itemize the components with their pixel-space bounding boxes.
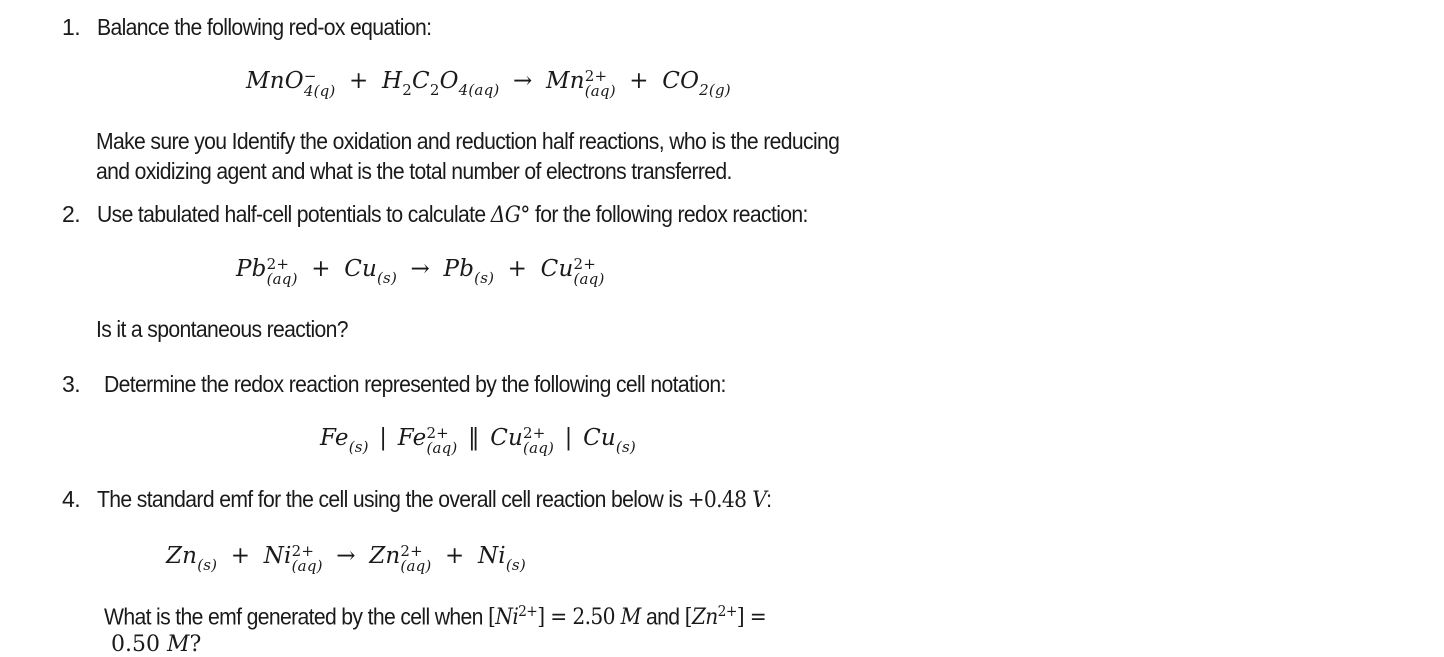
q4-equation: $Zn_{(s)} + Ni$ 2+ (aq) → Zn 2+ (aq) + $Ni_{(s)}$ [166,542,526,576]
q2-question: Is it a spontaneous reaction? [96,316,348,342]
q4-emf-value: +0.48 V [687,488,767,513]
q2-prompt: Use tabulated half-cell potentials to calculate ΔG° for the following redox reaction: [97,201,808,228]
q4-question-line2: 0.50 M? [111,632,202,657]
q3-number: 3. [62,371,80,397]
q4-number: 4. [62,486,80,512]
q3-cell-notation: $Fe_{(s)}$ | Fe 2+ (aq) ‖ Cu 2+ (aq) | $Cu_{(s)}$ [320,424,636,458]
q1-equation: MnO − 4(q) + $H_2C_2O_{4(aq)} \to Mn$ 2+ (aq) + $CO_{2(g)}$ [246,67,731,101]
q1-note-line1: Make sure you Identify the oxidation and reduction half reactions, who is the reducing [96,128,840,154]
q3-prompt: Determine the redox reaction represented by the following cell notation: [104,371,726,397]
q2-number: 2. [62,201,80,227]
q2-equation: Pb 2+ (aq) + $Cu_{(s)} \to Pb_{(s)} + Cu$ 2+ (aq) [236,255,605,289]
q4-question-line1: What is the emf generated by the cell when $[Ni^{2+}] = 2.50$ M and $[Zn^{2+}]$ = [104,602,767,631]
q1-prompt: Balance the following red-ox equation: [97,14,432,40]
q1-note-line2: and oxidizing agent and what is the total number of electrons transferred. [96,158,732,184]
q1-number: 1. [62,14,80,40]
mno4-species: MnO [246,68,304,94]
q4-prompt: The standard emf for the cell using the overall cell reaction below is +0.48 V: [97,486,772,513]
